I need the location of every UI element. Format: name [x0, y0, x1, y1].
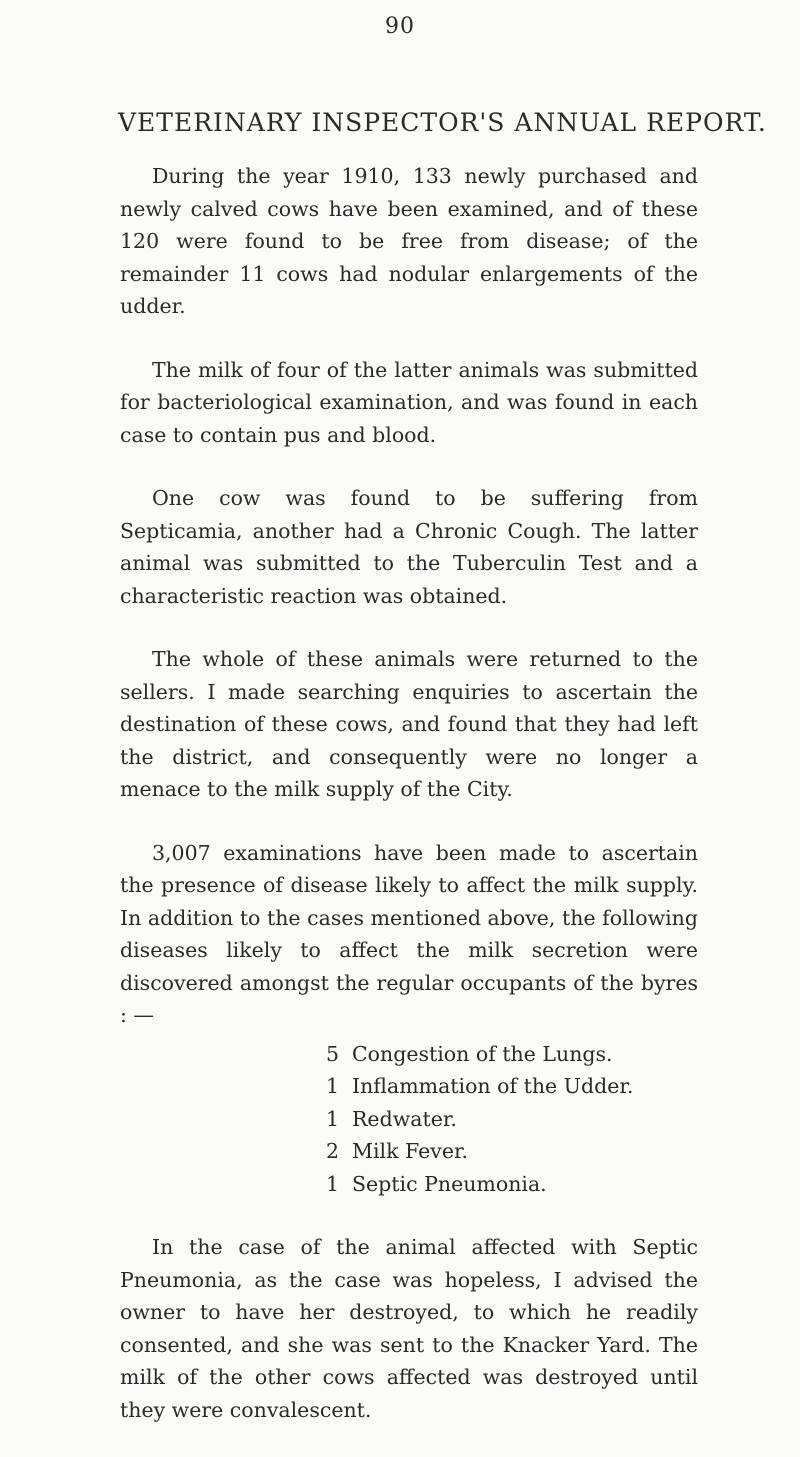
- list-item: [120, 1070, 698, 1103]
- disease-name: Septic Pneumonia.: [352, 1171, 547, 1196]
- paragraph: The whole of these animals were returned to the sellers. I made searching enquiries to ascertain the destination of these cows, and found that they had left the district, and consequently were no longer a menace to the milk supply of the City.: [120, 647, 698, 801]
- disease-name: Milk Fever.: [352, 1139, 469, 1163]
- disease-name: Redwater.: [352, 1106, 457, 1131]
- list-item: [120, 1103, 698, 1136]
- page-number: 90: [385, 14, 415, 39]
- disease-list: [120, 1038, 698, 1201]
- disease-count: 1: [326, 1171, 340, 1196]
- disease-count: 5: [326, 1041, 340, 1066]
- paragraph: 3,007 examinations have been made to ascertain the presence of disease likely to affect the milk supply. In addition to the cases mentioned above, the following diseases likely to affect the milk secretion were discovered amongst the regular occupants of the byres : —: [120, 840, 698, 1027]
- disease-count: 1: [326, 1074, 340, 1098]
- report-heading: VETERINARY INSPECTOR'S ANNUAL REPORT.: [118, 108, 767, 137]
- disease-name: Inflammation of the Udder.: [352, 1074, 634, 1098]
- disease-name: Congestion of the Lungs.: [352, 1041, 613, 1066]
- paragraph: One cow was found to be suffering from Septicamia, another had a Chronic Cough. The latter animal was submitted to the Tuberculin Test and a characteristic reaction was obtained.: [120, 486, 698, 608]
- paragraph: The milk of four of the latter animals was submitted for bacteriological examination, and was found in each case to contain pus and blood.: [120, 357, 698, 447]
- disease-count: 1: [326, 1106, 340, 1131]
- list-item: [120, 1135, 698, 1168]
- disease-count: 2: [326, 1139, 340, 1163]
- list-item: [120, 1168, 698, 1201]
- closing-paragraph: In the case of the animal affected with Septic Pneumonia, as the case was hopeless, I advised the owner to have her destroyed, to which he readily consented, and she was sent to the Knacker Yard. The milk of the other cows affected was destroyed until they were convalescent.: [120, 1235, 698, 1422]
- list-item: [120, 1038, 698, 1071]
- paragraph: During the year 1910, 133 newly purchased and newly calved cows have been examined, and of these 120 were found to be free from disease; of the remainder 11 cows had nodular enlargements of the udder.: [120, 164, 698, 318]
- report-body: [120, 160, 698, 1457]
